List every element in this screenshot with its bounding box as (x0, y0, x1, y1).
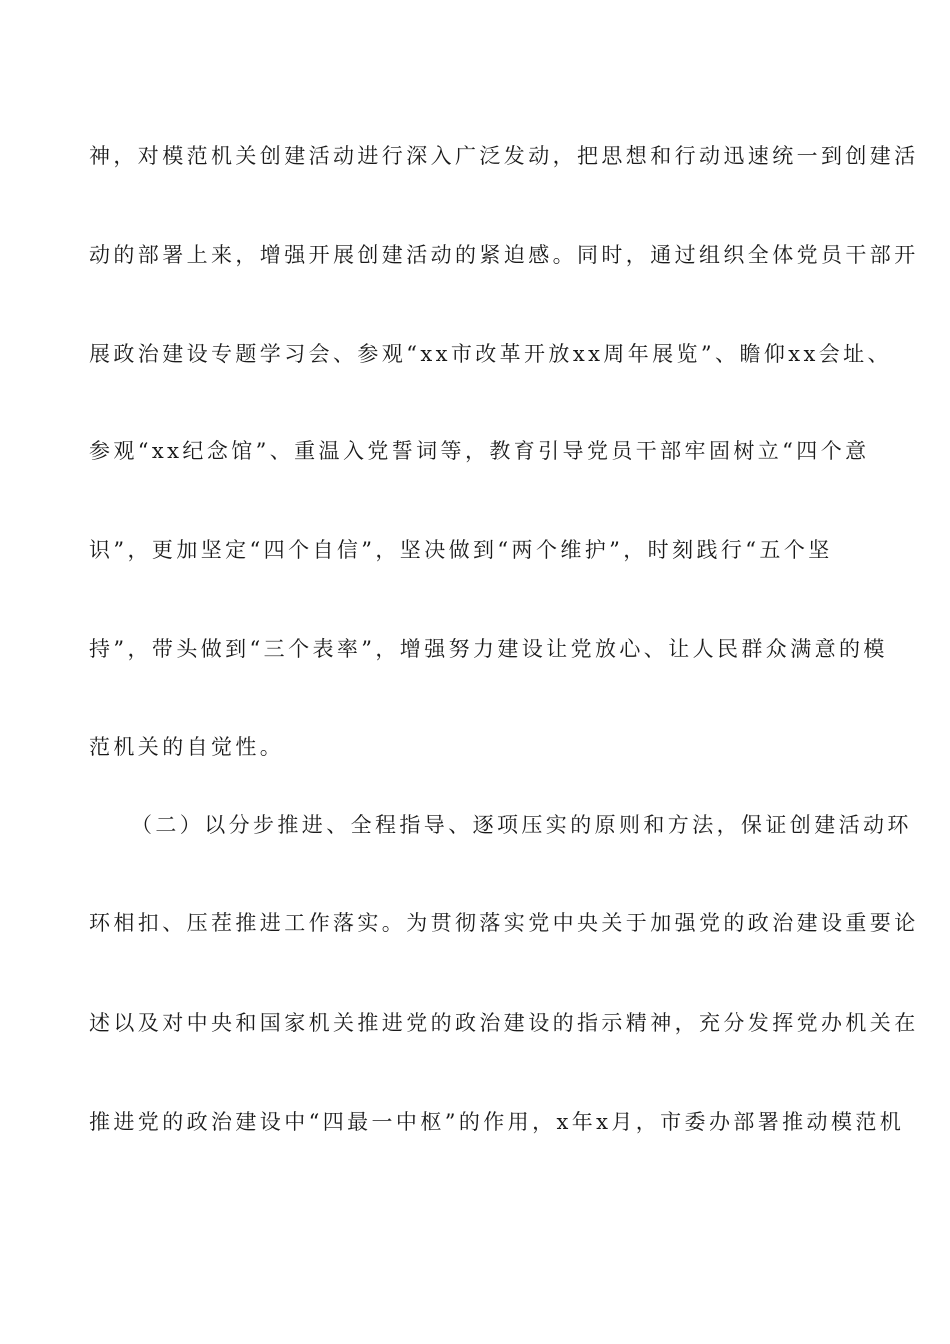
paragraph-line: 动的部署上来，增强开展创建活动的紧迫感。同时，通过组织全体党员干部开 (89, 243, 919, 267)
paragraph-line: 持”，带头做到“三个表率”，增强努力建设让党放心、让人民群众满意的模 (89, 637, 888, 661)
paragraph-line: 范机关的自觉性。 (89, 735, 285, 759)
paragraph-line: 推进党的政治建设中“四最一中枢”的作用，x年x月，市委办部署推动模范机 (89, 1110, 905, 1134)
paragraph-line: 神，对模范机关创建活动进行深入广泛发动，把思想和行动迅速统一到创建活 (89, 144, 919, 168)
paragraph-line: 展政治建设专题学习会、参观“xx市改革开放xx周年展览”、瞻仰xx会址、 (89, 342, 892, 366)
paragraph-line: 述以及对中央和国家机关推进党的政治建设的指示精神，充分发挥党办机关在 (89, 1011, 919, 1035)
paragraph-line: 识”，更加坚定“四个自信”，坚决做到“两个维护”，时刻践行“五个坚 (89, 538, 833, 562)
paragraph-line: 环相扣、压茬推进工作落实。为贯彻落实党中央关于加强党的政治建设重要论 (89, 911, 919, 935)
paragraph-line: （二）以分步推进、全程指导、逐项压实的原则和方法，保证创建活动环 (131, 813, 912, 837)
paragraph-line: 参观“xx纪念馆”、重温入党誓词等，教育引导党员干部牢固树立“四个意 (89, 439, 870, 463)
